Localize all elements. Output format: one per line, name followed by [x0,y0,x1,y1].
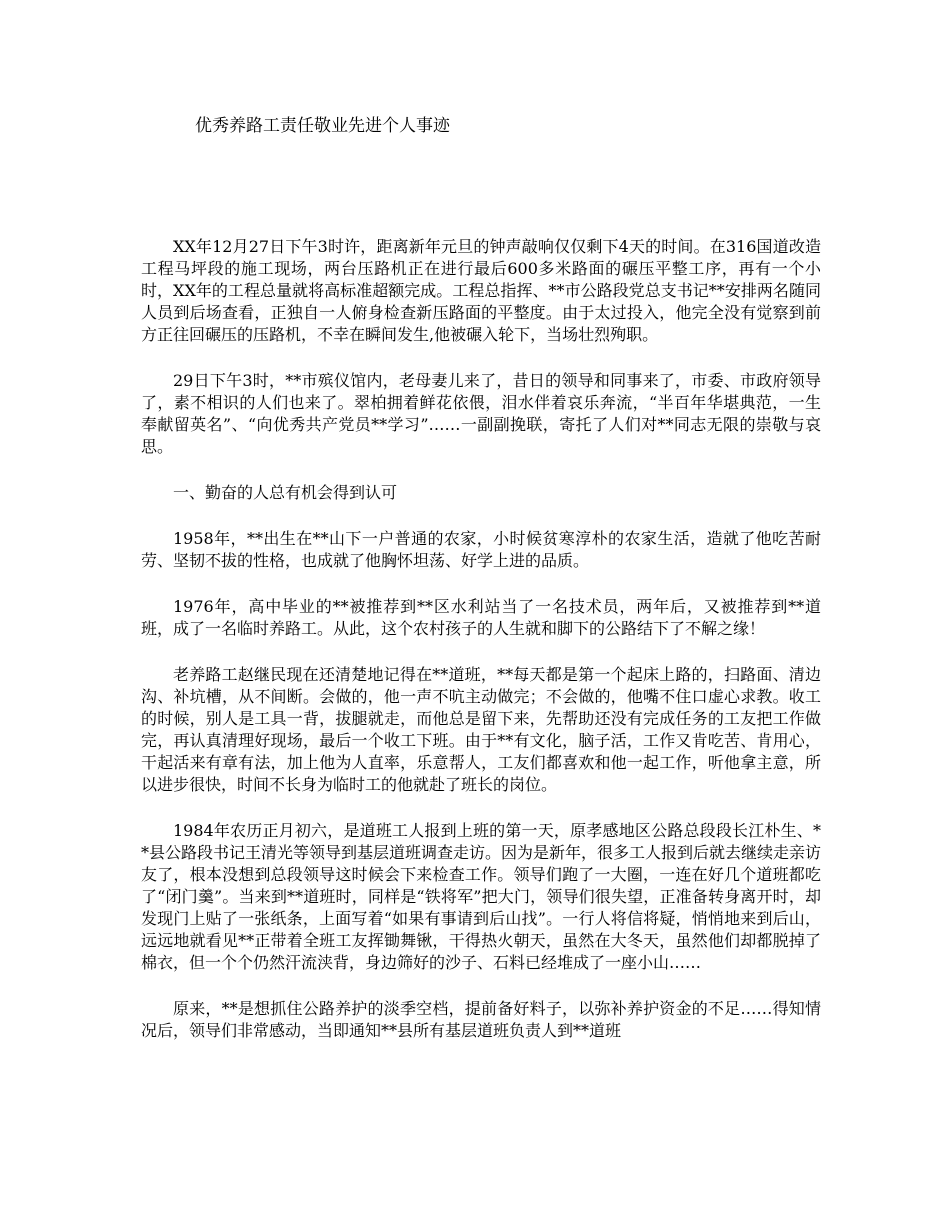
document-body [141,236,821,1066]
paragraph-memorial: 29日下午3时，**市殡仪馆内，老母妻儿来了，昔日的领导和同事来了，市委、市政府领导了，素不相识的人们也来了。翠柏拥着鲜花依偎，泪水伴着哀乐奔流，“半百年华堪典范，一生奉献留英名”、“向优秀共产党员**学习”……一副副挽联，寄托了人们对**同志无限的崇敬与哀思。 [141,371,821,456]
paragraph-1984-visit: 1984年农历正月初六，是道班工人报到上班的第一天，原孝感地区公路总段段长江朴生、**县公路段书记王清光等领导到基层道班调查走访。因为是新年，很多工人报到后就去继续走亲访友了，根本没想到总段领导这时候会下来检查工作。领导们跑了一大圈，一连在好几个道班都吃了“闭门羹”。当来到**道班时，同样是“铁将军”把大门，领导们很失望，正准备转身离开时，却发现门上贴了一张纸条，上面写着“如果有事请到后山找”。一行人将信将疑，悄悄地来到后山，远远地就看见**正带着全班工友挥锄舞锹，干得热火朝天，虽然在大冬天，虽然他们却都脱掉了棉衣，但一个个仍然汗流浃背，身边筛好的沙子、石料已经堆成了一座小山…… [141,821,822,972]
section-heading: 一、勤奋的人总有机会得到认可 [173,483,398,502]
paragraph-accident: XX年12月27日下午3时许，距离新年元旦的钟声敲响仅仅剩下4天的时间。在316国道改造工程马坪段的施工现场，两台压路机正在进行最后600多米路面的碾压平整工序，再有一个小时，XX年的工程总量就将高标准超额完成。工程总指挥、**市公路段党总支书记**安排两名随同人员到后场查看，正独自一人俯身检查新压路面的平整度。由于太过投入，他完全没有觉察到前方正往回碾压的压路机，不幸在瞬间发生,他被碾入轮下，当场壮烈殉职。 [141,237,821,344]
paragraph-birth: 1958年，**出生在**山下一户普通的农家，小时候贫寒淳朴的农家生活，造就了他吃苦耐劳、坚韧不拔的性格，也成就了他胸怀坦荡、好学上进的品质。 [141,529,821,570]
document-title: 优秀养路工责任敬业先进个人事迹 [195,116,450,136]
paragraph-material-prep: 原来，**是想抓住公路养护的淡季空档，提前备好料子，以弥补养护资金的不足……得知情况后，领导们非常感动，当即通知**县所有基层道班负责人到**道班 [141,999,821,1040]
paragraph-early-career: 1976年，高中毕业的**被推荐到**区水利站当了一名技术员，两年后，又被推荐到**道班，成了一名临时养路工。从此，这个农村孩子的人生就和脚下的公路结下了不解之缘！ [141,597,821,638]
paragraph-coworker-memory: 老养路工赵继民现在还清楚地记得在**道班，**每天都是第一个起床上路的，扫路面、清边沟、补坑槽，从不间断。会做的，他一声不吭主动做完；不会做的，他嘴不住口虚心求教。收工的时候，别人是工具一背，拔腿就走，而他总是留下来，先帮助还没有完成任务的工友把工作做完，再认真清理好现场，最后一个收工下班。由于**有文化，脑子活，工作又肯吃苦、肯用心，干起活来有章有法，加上他为人直率，乐意帮人，工友们都喜欢和他一起工作，听他拿主意，所以进步很快，时间不长身为临时工的他就赴了班长的岗位。 [141,665,821,794]
